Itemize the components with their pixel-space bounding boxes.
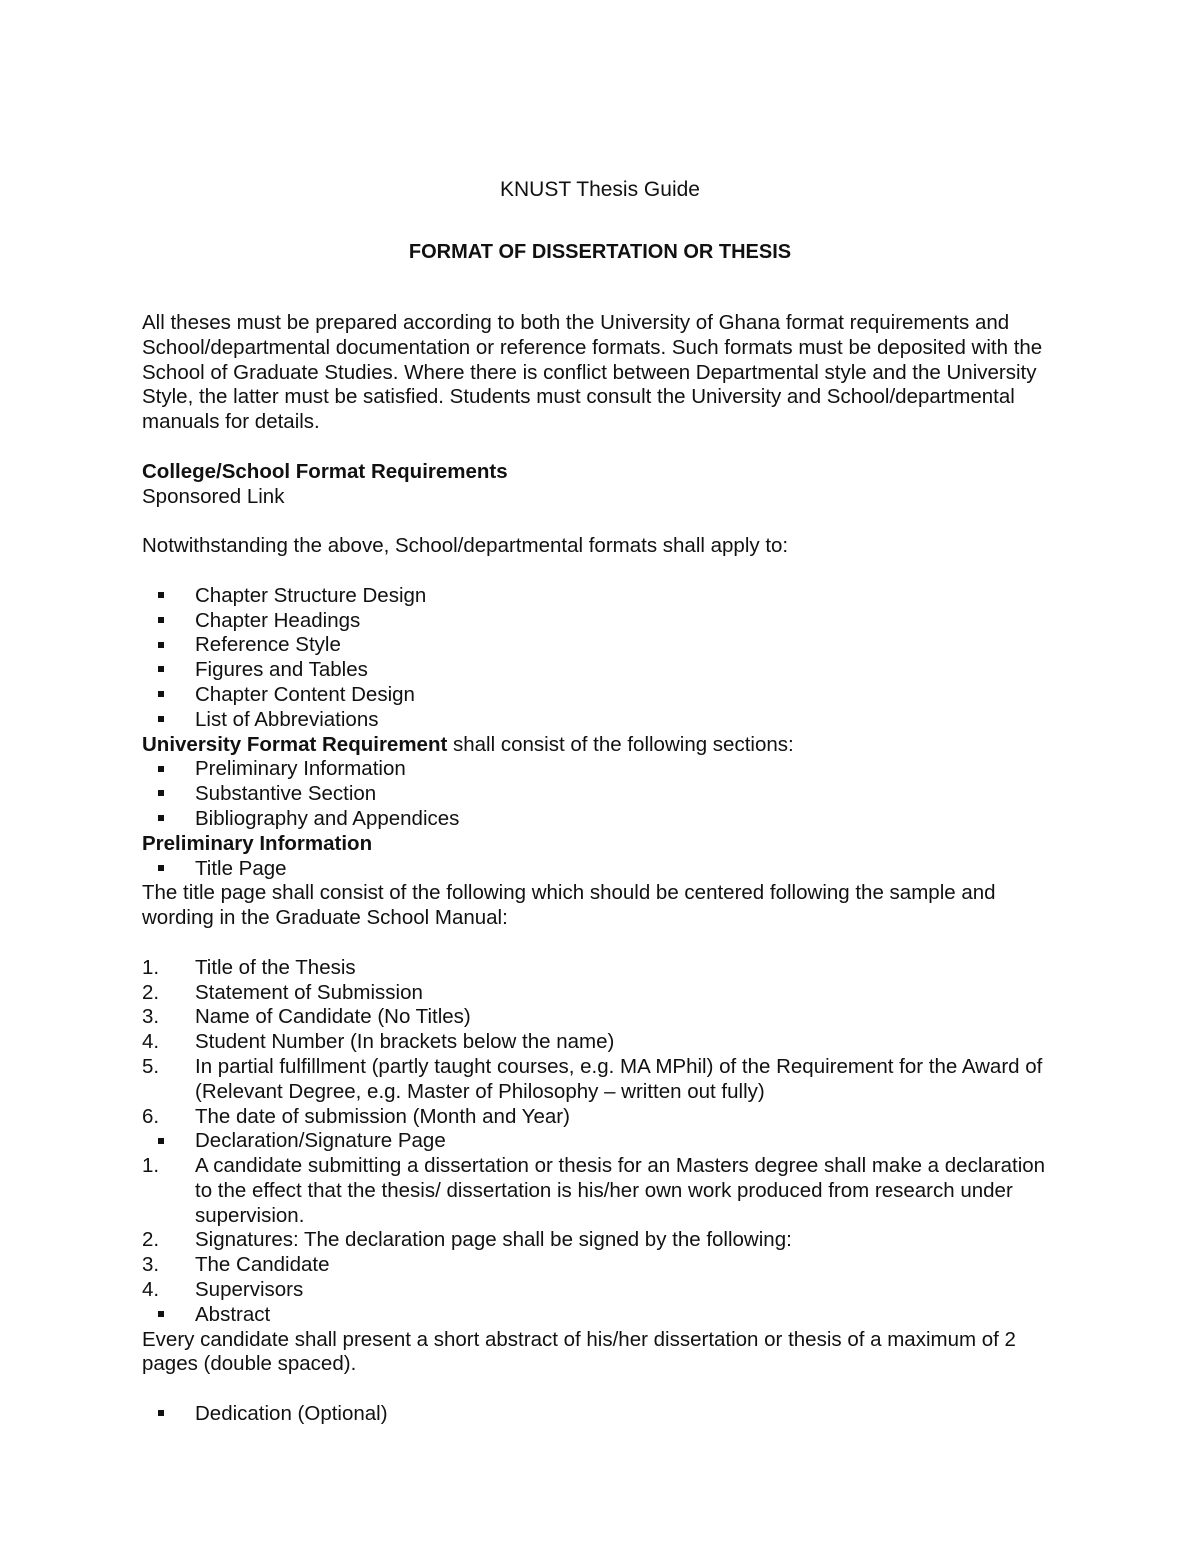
bullet-icon xyxy=(142,807,195,832)
university-format-heading: University Format Requirement xyxy=(142,732,448,756)
list-item: Substantive Section xyxy=(142,782,1062,807)
numbered-item: 4. Supervisors xyxy=(142,1278,304,1302)
list-item: Figures and Tables xyxy=(142,658,1062,683)
numbered-item: 3. The Candidate xyxy=(142,1253,330,1277)
document-body xyxy=(142,311,1062,1427)
numbered-item: 3. Name of Candidate (No Titles) xyxy=(142,1005,471,1029)
title-page-paragraph: The title page shall consist of the following which should be centered following the sample and wording in the Graduate School Manual: xyxy=(142,881,996,930)
notwithstanding-paragraph: Notwithstanding the above, School/departmental formats shall apply to: xyxy=(142,534,789,558)
numbered-item: 6. The date of submission (Month and Year) xyxy=(142,1104,570,1128)
school-format-list xyxy=(142,584,1062,733)
list-item: Chapter Headings xyxy=(142,609,1062,634)
bullet-icon xyxy=(142,633,195,658)
list-item: Chapter Content Design xyxy=(142,683,1062,708)
numbered-item: 2. Signatures: The declaration page shall be signed by the following: xyxy=(142,1228,792,1252)
title-page-list xyxy=(142,956,1062,1130)
list-item: Abstract xyxy=(142,1303,1062,1328)
bullet-icon xyxy=(142,683,195,708)
sponsored-link[interactable]: Sponsored Link xyxy=(142,484,285,508)
document-title: KNUST Thesis Guide xyxy=(500,178,700,201)
intro-paragraph: All theses must be prepared according to both the University of Ghana format requirements and School/departmental documentation or reference formats. Such formats must be deposited with the School of Graduate Studies. Where there is conflict between Departmental style and the University Style, the latter must be satisfied. Students must consult the University and School/departmental manuals for details. xyxy=(142,311,1043,434)
bullet-icon xyxy=(142,1129,195,1154)
bullet-icon xyxy=(142,708,195,733)
bullet-icon xyxy=(142,857,195,882)
university-format-list xyxy=(142,757,1062,831)
abstract-paragraph: Every candidate shall present a short abstract of his/her dissertation or thesis of a maximum of 2 pages (double spaced). xyxy=(142,1327,1016,1376)
preliminary-heading: Preliminary Information xyxy=(142,831,373,855)
bullet-icon xyxy=(142,1303,195,1328)
college-heading: College/School Format Requirements xyxy=(142,459,508,483)
list-item: Chapter Structure Design xyxy=(142,584,1062,609)
list-item: Dedication (Optional) xyxy=(142,1402,1062,1427)
list-item: List of Abbreviations xyxy=(142,708,1062,733)
bullet-icon xyxy=(142,757,195,782)
bullet-icon xyxy=(142,609,195,634)
list-item: Declaration/Signature Page xyxy=(142,1129,1062,1154)
numbered-item: 5. In partial fulfillment (partly taught courses, e.g. MA MPhil) of the Requirement for the Award of (Relevant Degree, e.g. Master of Philosophy – written out fully) xyxy=(142,1054,1043,1103)
list-item: Bibliography and Appendices xyxy=(142,807,1062,832)
document-heading: FORMAT OF DISSERTATION OR THESIS xyxy=(408,241,792,263)
bullet-icon xyxy=(142,782,195,807)
numbered-item: 1. Title of the Thesis xyxy=(142,955,356,979)
list-item: Reference Style xyxy=(142,633,1062,658)
bullet-icon xyxy=(142,584,195,609)
numbered-item: 2. Statement of Submission xyxy=(142,980,423,1004)
list-item: Title Page xyxy=(142,857,1062,882)
university-format-rest: shall consist of the following sections: xyxy=(447,732,794,756)
university-format-paragraph xyxy=(142,733,1062,758)
bullet-icon xyxy=(142,1402,195,1427)
numbered-item: 4. Student Number (In brackets below the name) xyxy=(142,1030,615,1054)
numbered-item: 1. A candidate submitting a dissertation or thesis for an Masters degree shall make a declaration to the effect that the thesis/ dissertation is his/her own work produced from research under supervision. xyxy=(142,1154,1046,1227)
declaration-list xyxy=(142,1154,1062,1303)
bullet-icon xyxy=(142,658,195,683)
list-item: Preliminary Information xyxy=(142,757,1062,782)
